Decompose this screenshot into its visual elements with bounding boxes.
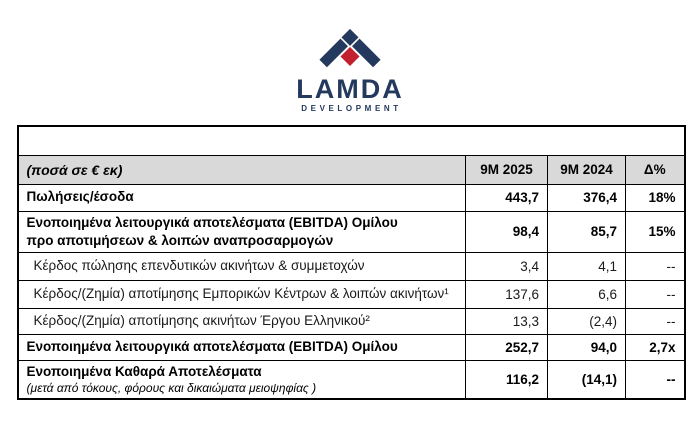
- value-delta: --: [626, 360, 685, 399]
- column-header-units: (ποσά σε € εκ): [18, 155, 466, 184]
- row-label-line2: προ αποτιμήσεων & λοιπών αναπροσαρμογών: [26, 232, 334, 248]
- value-9m2024: (14,1): [548, 360, 626, 399]
- value-delta: 18%: [626, 184, 685, 211]
- results-table-container: [17, 125, 684, 400]
- table-title-row: [18, 126, 685, 155]
- table-row: [18, 280, 685, 308]
- value-delta: 15%: [626, 211, 685, 252]
- table-row: [18, 334, 685, 360]
- value-9m2024: 4,1: [548, 252, 626, 280]
- table-title: ΣΥΝΟΠΤΙΚΑ ΕΝΟΠΟΙΗΜΕΝΑ ΟΙΚΟΝΟΜΙΚΑ ΑΠΟΤΕΛΕΣΜΑΤΑ: [18, 126, 685, 155]
- logo-tagline: DEVELOPMENT: [301, 104, 402, 113]
- lamda-logo: [0, 0, 700, 113]
- table-row: [18, 252, 685, 280]
- row-label: [18, 211, 466, 252]
- value-9m2025: 443,7: [466, 184, 548, 211]
- value-delta: --: [626, 280, 685, 308]
- column-header-9m2024: 9M 2024: [548, 155, 626, 184]
- value-delta: --: [626, 252, 685, 280]
- value-9m2025: 3,4: [466, 252, 548, 280]
- value-9m2024: (2,4): [548, 308, 626, 334]
- row-label: Κέρδος/(Ζημία) αποτίμησης Εμπορικών Κέντρων & λοιπών ακινήτων¹: [18, 280, 466, 308]
- row-label-footnote: (μετά από τόκους, φόρους και δικαιώματα μειοψηφίας ): [26, 381, 317, 396]
- column-header-9m2025: 9M 2025: [466, 155, 548, 184]
- value-9m2025: 116,2: [466, 360, 548, 399]
- value-9m2024: 94,0: [548, 334, 626, 360]
- lamda-diamond-icon: [311, 22, 389, 74]
- column-header-row: [18, 155, 685, 184]
- value-9m2024: 6,6: [548, 280, 626, 308]
- row-label-line1: Ενοποιημένα λειτουργικά αποτελέσματα (EBITDA) Ομίλου: [26, 214, 398, 230]
- value-9m2025: 98,4: [466, 211, 548, 252]
- row-label: [18, 360, 466, 399]
- row-label: Ενοποιημένα λειτουργικά αποτελέσματα (EBITDA) Ομίλου: [18, 334, 466, 360]
- table-row: [18, 360, 685, 399]
- value-9m2024: 85,7: [548, 211, 626, 252]
- value-delta: --: [626, 308, 685, 334]
- results-table: [17, 125, 686, 400]
- table-row: [18, 184, 685, 211]
- row-label: Κέρδος πώλησης επενδυτικών ακινήτων & συμμετοχών: [18, 252, 466, 280]
- row-label: Πωλήσεις/έσοδα: [18, 184, 466, 211]
- column-header-delta: Δ%: [626, 155, 685, 184]
- logo-wordmark: LAMDA: [296, 74, 404, 104]
- row-label-line1: Ενοποιημένα Καθαρά Αποτελέσματα: [26, 363, 262, 379]
- value-9m2024: 376,4: [548, 184, 626, 211]
- value-9m2025: 137,6: [466, 280, 548, 308]
- value-9m2025: 13,3: [466, 308, 548, 334]
- table-row: [18, 211, 685, 252]
- row-label: Κέρδος/(Ζημία) αποτίμησης ακινήτων Έργου Ελληνικού²: [18, 308, 466, 334]
- table-row: [18, 308, 685, 334]
- value-9m2025: 252,7: [466, 334, 548, 360]
- value-delta: 2,7x: [626, 334, 685, 360]
